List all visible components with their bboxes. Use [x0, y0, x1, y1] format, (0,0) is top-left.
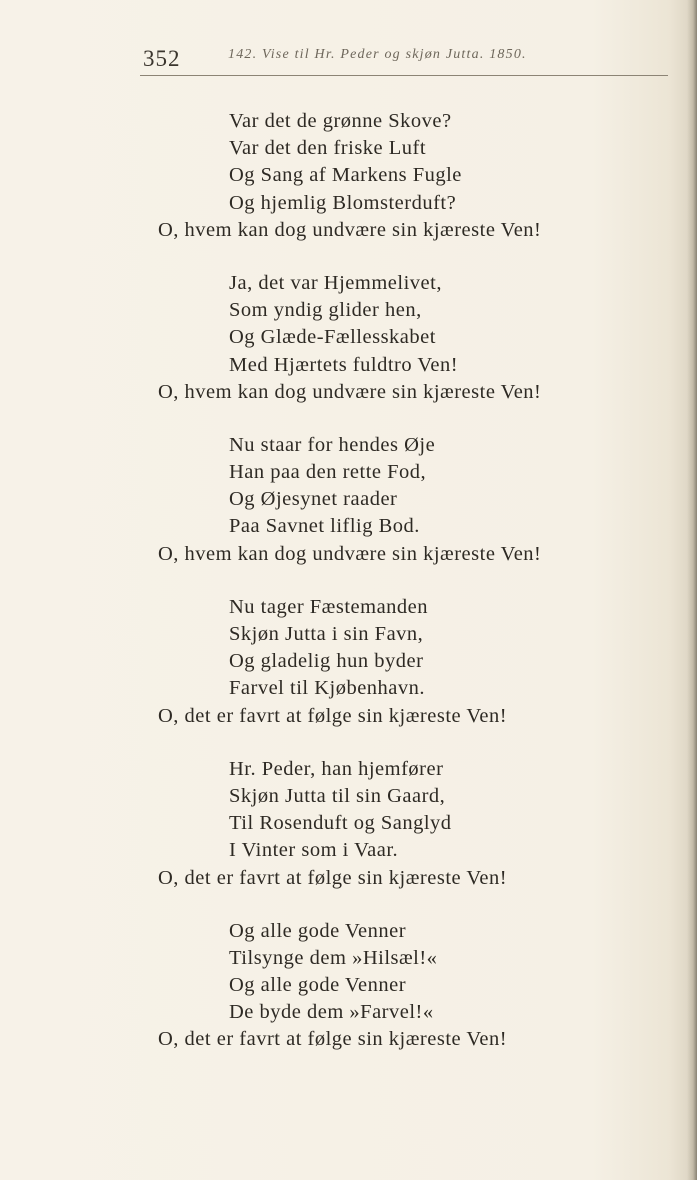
verse-line: Han paa den rette Fod,	[229, 461, 427, 484]
verse-line: Skjøn Jutta i sin Favn,	[229, 623, 424, 645]
verse-line: Og Øjesynet raader	[229, 488, 398, 511]
page-header	[143, 44, 663, 74]
verse-line: Med Hjærtets fuldtro Ven!	[229, 353, 459, 376]
verse-line: Og alle gode Venner	[229, 974, 407, 997]
verse-line: Som yndig glider hen,	[229, 299, 422, 322]
verse-line: Paa Savnet liflig Bod.	[229, 515, 420, 538]
verse-line: Og Sang af Markens Fugle	[229, 164, 462, 187]
refrain-line: O, det er favrt at følge sin kjæreste Ven!	[158, 704, 508, 727]
verse-line: Ja, det var Hjemmelivet,	[229, 271, 442, 294]
stanza-6	[0, 918, 697, 1054]
verse-line: I Vinter som i Vaar.	[229, 839, 399, 862]
refrain-line: O, hvem kan dog undvære sin kjæreste Ven!	[158, 218, 542, 241]
refrain-line: O, hvem kan dog undvære sin kjæreste Ven!	[158, 542, 542, 565]
stanza-3	[0, 432, 697, 568]
refrain-line: O, det er favrt at følge sin kjæreste Ven!	[158, 1028, 508, 1051]
verse-line: Og gladelig hun byder	[229, 650, 424, 673]
verse-line: Tilsynge dem »Hilsæl!«	[229, 946, 438, 969]
verse-line: Og Glæde-Fællesskabet	[229, 326, 436, 349]
running-head: 142. Vise til Hr. Peder og skjøn Jutta. 1850.	[228, 47, 527, 62]
page-number: 352	[143, 46, 181, 71]
verse-line: Nu tager Fæstemanden	[229, 595, 429, 618]
stanza-4	[0, 594, 697, 730]
verse-line: Skjøn Jutta til sin Gaard,	[229, 784, 446, 807]
refrain-line: O, det er favrt at følge sin kjæreste Ven!	[158, 866, 508, 889]
refrain-line: O, hvem kan dog undvære sin kjæreste Ven!	[158, 380, 542, 403]
stanza-1	[0, 108, 697, 244]
verse-line: Var det de grønne Skove?	[229, 110, 452, 132]
verse-line: De byde dem »Farvel!«	[229, 1001, 434, 1024]
header-rule	[140, 75, 668, 76]
verse-line: Og hjemlig Blomsterduft?	[229, 191, 457, 214]
poem	[0, 108, 697, 1080]
verse-line: Hr. Peder, han hjemfører	[229, 757, 444, 780]
verse-line: Var det den friske Luft	[229, 137, 427, 160]
stanza-5	[0, 756, 697, 892]
verse-line: Og alle gode Venner	[229, 919, 407, 942]
verse-line: Farvel til Kjøbenhavn.	[229, 677, 426, 700]
verse-line: Nu staar for hendes Øje	[229, 433, 436, 456]
stanza-2	[0, 270, 697, 406]
verse-line: Til Rosenduft og Sanglyd	[229, 812, 452, 835]
